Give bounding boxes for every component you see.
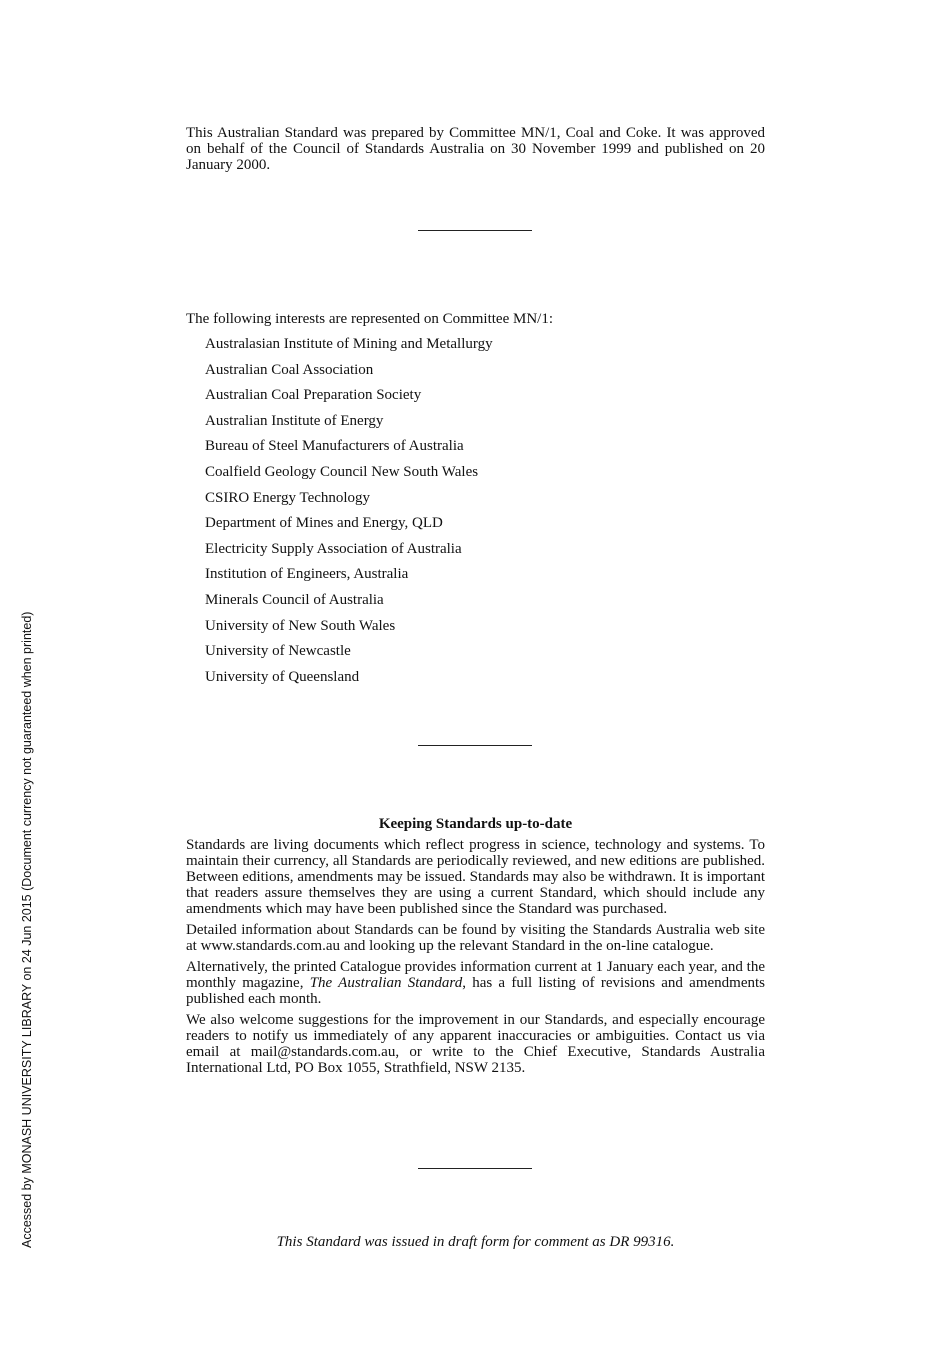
list-item: Electricity Supply Association of Australia xyxy=(205,540,462,557)
interests-list xyxy=(205,335,493,693)
intro-paragraph: This Australian Standard was prepared by Committee MN/1, Coal and Coke. It was approved on behalf of the Council of Standards Australia on 30 November 1999 and published on 20 January 2000. xyxy=(186,125,765,173)
list-item: Australasian Institute of Mining and Metallurgy xyxy=(205,336,493,352)
list-item: Australian Institute of Energy xyxy=(205,412,384,429)
draft-footer-note: This Standard was issued in draft form for comment as DR 99316. xyxy=(276,1234,675,1250)
list-item: University of New South Wales xyxy=(205,617,396,634)
list-item: Coalfield Geology Council New South Wales xyxy=(205,463,479,480)
divider-rule-1 xyxy=(418,230,532,231)
keeping-paragraph-3-end: , has a full listing of revisions and amendments published each month. xyxy=(186,975,765,1007)
list-item: University of Queensland xyxy=(205,668,360,685)
keeping-paragraph-2: Detailed information about Standards can be found by visiting the Standards Australia web site at www.standards.com.au and looking up the relevant Standard in the on-line catalogue. xyxy=(186,922,765,954)
keeping-paragraph-3-start: Alternatively, the printed Catalogue provides information current at 1 January each year, and the monthly magazine, xyxy=(186,959,765,991)
list-item: Australian Coal Association xyxy=(205,361,374,378)
keeping-paragraph-1: Standards are living documents which reflect progress in science, technology and systems. To maintain their currency, all Standards are periodically reviewed, and new editions are published. Between editions, amendments may be issued. Standards may also be withdrawn. It is important that readers assure themselves they are using a current Standard, which should include any amendments which may have been published since the Standard was purchased. xyxy=(186,837,765,917)
list-item: Bureau of Steel Manufacturers of Australia xyxy=(205,438,464,455)
list-item: Australian Coal Preparation Society xyxy=(205,387,422,404)
keeping-paragraph-3 xyxy=(186,959,765,1007)
access-watermark-text: Accessed by MONASH UNIVERSITY LIBRARY on 24 Jun 2015 (Document currency not guaranteed when printed) xyxy=(20,611,34,1248)
list-item: CSIRO Energy Technology xyxy=(205,489,371,506)
list-item: Institution of Engineers, Australia xyxy=(205,566,409,583)
interests-heading: The following interests are represented on Committee MN/1: xyxy=(186,311,553,327)
list-item: University of Newcastle xyxy=(205,643,351,660)
divider-rule-2 xyxy=(418,745,532,746)
list-item: Department of Mines and Energy, QLD xyxy=(205,515,443,532)
keeping-paragraph-4: We also welcome suggestions for the improvement in our Standards, and especially encourage readers to notify us immediately of any apparent inaccuracies or ambiguities. Contact us via email at mail@standards.com.au, or write to the Chief Executive, Standards Australia International Ltd, PO Box 1055, Strathfield, NSW 2135. xyxy=(186,1012,765,1076)
magazine-title: The Australian Standard xyxy=(309,975,463,991)
keeping-standards-title: Keeping Standards up-to-date xyxy=(378,816,573,832)
divider-rule-3 xyxy=(418,1168,532,1169)
keeping-standards-body xyxy=(186,837,765,1081)
list-item: Minerals Council of Australia xyxy=(205,591,384,608)
